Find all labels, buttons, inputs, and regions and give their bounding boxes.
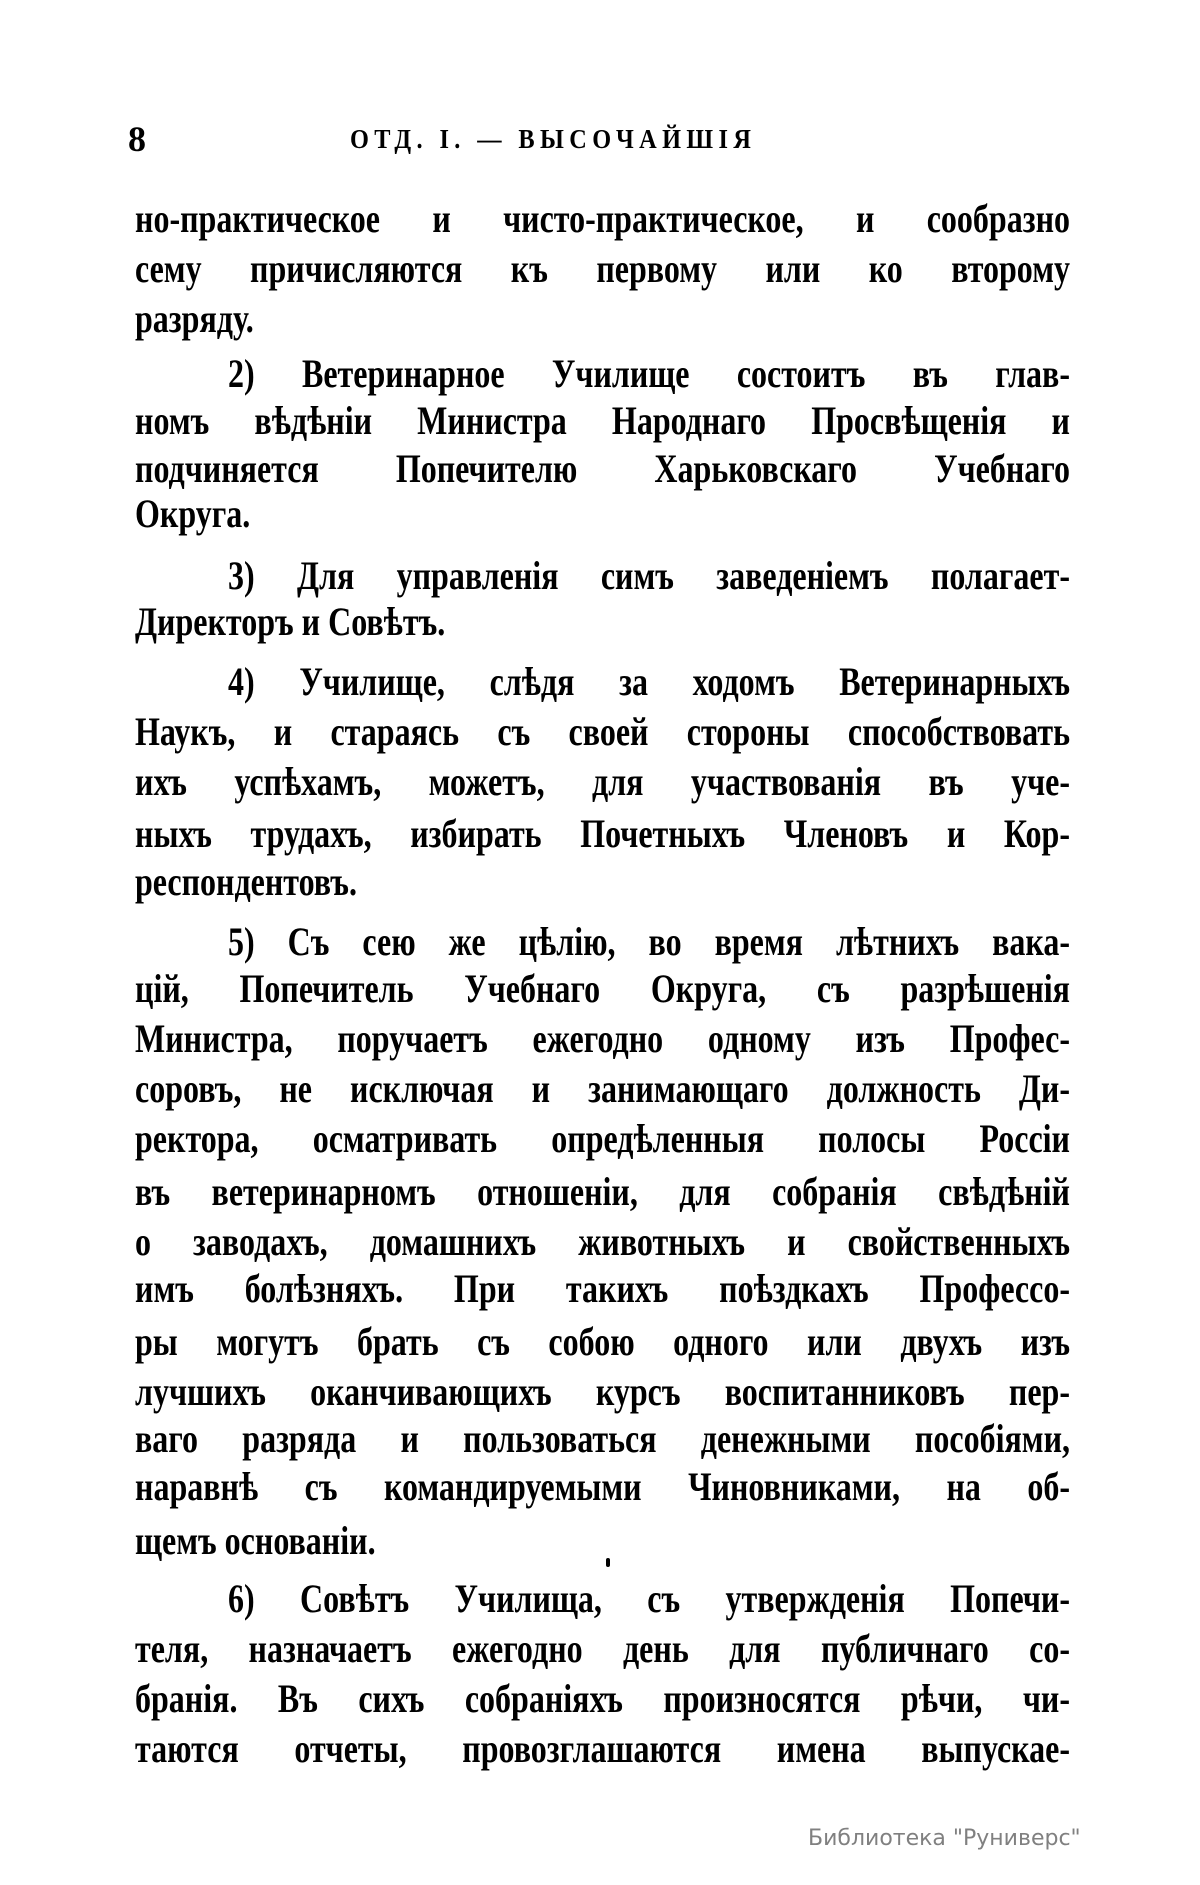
text-line: имъ болѣзняхъ. При такихъ поѣздкахъ Профессо- (135, 1266, 1070, 1311)
text-line: о заводахъ, домашнихъ животныхъ и свойственныхъ (135, 1219, 1070, 1264)
print-speck (606, 1558, 610, 1567)
text-line: наравнѣ съ командируемыми Чиновниками, на об- (135, 1464, 1070, 1509)
text-line: ваго разряда и пользоваться денежными пособіями, (135, 1416, 1070, 1461)
text-line: разряду. (135, 296, 254, 341)
text-line: лучшихъ оканчивающихъ курсъ воспитанниковъ пер- (135, 1369, 1070, 1414)
text-line: таются отчеты, провозглашаются имена выпускае- (135, 1726, 1070, 1771)
text-line: щемъ основаніи. (135, 1518, 376, 1563)
page-number: 8 (128, 119, 146, 159)
text-line: соровъ, не исключая и занимающаго должность Ди- (135, 1066, 1070, 1111)
text-line: респондентовъ. (135, 859, 357, 904)
text-line: въ ветеринарномъ отношеніи, для собранія свѣдѣній (135, 1169, 1070, 1214)
text-line: но-практическое и чисто-практическое, и сообразно (135, 196, 1070, 241)
text-line: Округа. (135, 491, 251, 536)
text-line: 3) Для управленія симъ заведеніемъ полагает- (228, 553, 1070, 598)
text-line: 2) Ветеринарное Училище состоитъ въ глав- (228, 351, 1070, 396)
text-line: подчиняется Попечителю Харьковскаго Учебнаго (135, 446, 1070, 491)
text-line: Министра, поручаетъ ежегодно одному изъ Профес- (135, 1016, 1070, 1061)
text-line: сему причисляются къ первому или ко второму (135, 246, 1070, 291)
library-watermark: Библиотека "Руниверс" (808, 1826, 1081, 1851)
text-line: номъ вѣдѣніи Министра Народнаго Просвѣщенія и (135, 398, 1070, 443)
text-line: ры могутъ брать съ собою одного или двухъ изъ (135, 1319, 1070, 1364)
text-line: ректора, осматривать опредѣленныя полосы Россіи (135, 1116, 1070, 1161)
text-line: Наукъ, и стараясь съ своей стороны способствовать (135, 709, 1070, 754)
text-line: ныхъ трудахъ, избирать Почетныхъ Членовъ и Кор- (135, 811, 1070, 856)
running-head: ОТД. I. — ВЫСОЧАЙШІЯ (350, 124, 757, 154)
text-line: ихъ успѣхамъ, можетъ, для участвованія въ уче- (135, 759, 1070, 804)
text-line: бранія. Въ сихъ собраніяхъ произносятся рѣчи, чи- (135, 1676, 1070, 1721)
text-line: 6) Совѣтъ Училища, съ утвержденія Попечи- (228, 1576, 1070, 1621)
text-line: 4) Училище, слѣдя за ходомъ Ветеринарныхъ (228, 659, 1070, 704)
text-line: теля, назначаетъ ежегодно день для публичнаго со- (135, 1626, 1070, 1671)
text-line: 5) Съ сею же цѣлію, во время лѣтнихъ вака- (228, 919, 1070, 964)
text-line: цій, Попечитель Учебнаго Округа, съ разрѣшенія (135, 966, 1070, 1011)
text-line: Директоръ и Совѣтъ. (135, 599, 446, 644)
